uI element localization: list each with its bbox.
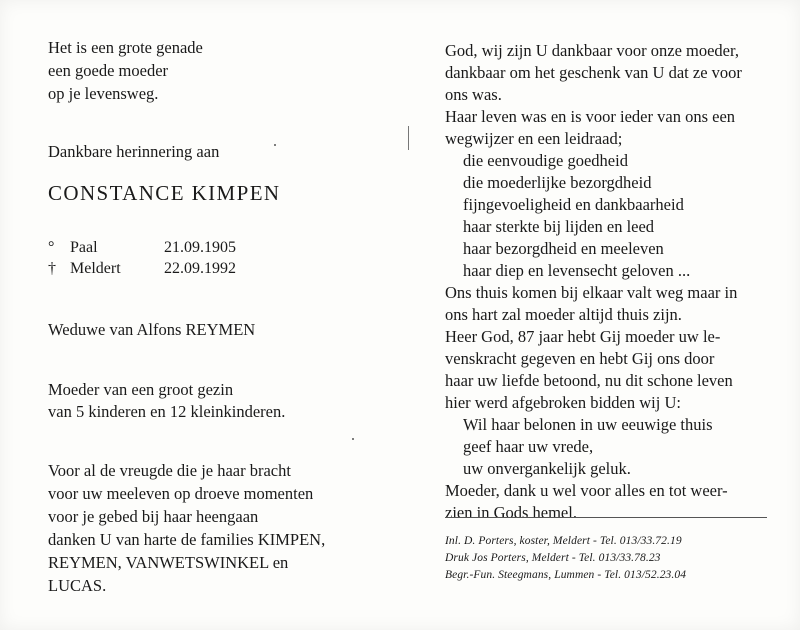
- virtue-line: die moederlijke bezorgdheid: [463, 173, 652, 192]
- petition-line: geef haar uw vrede,: [463, 437, 594, 456]
- petition-line: uw onvergankelijk geluk.: [463, 459, 631, 478]
- prayer-line: ons was.: [445, 85, 502, 104]
- birth-symbol: °: [48, 239, 55, 256]
- prayer-line: Heer God, 87 jaar hebt Gij moeder uw le-: [445, 327, 721, 346]
- print-speck: [274, 144, 276, 146]
- family-line: van 5 kinderen en 12 kleinkinderen.: [48, 402, 286, 421]
- prayer-line: ons hart zal moeder altijd thuis zijn.: [445, 305, 682, 324]
- thanks-line: LUCAS.: [48, 576, 107, 595]
- credit-line: Druk Jos Porters, Meldert - Tel. 013/33.78.23: [445, 552, 661, 564]
- thanks-line: REYMEN, VANWETSWINKEL en: [48, 553, 289, 572]
- thanks-line: voor je gebed bij haar heengaan: [48, 507, 259, 526]
- print-speck: [352, 438, 354, 440]
- thanks-line: voor uw meeleven op droeve momenten: [48, 484, 314, 503]
- death-place: Meldert: [70, 260, 121, 277]
- thanks-line: danken U van harte de families KIMPEN,: [48, 530, 326, 549]
- opening-verse-line: een goede moeder: [48, 61, 169, 80]
- virtue-line: haar diep en levensecht geloven ...: [463, 261, 691, 280]
- prayer-line: dankbaar om het geschenk van U dat ze voor: [445, 63, 742, 82]
- birth-date: 21.09.1905: [164, 239, 236, 256]
- prayer-line: Haar leven was en is voor ieder van ons een: [445, 107, 736, 126]
- virtue-line: fijngevoeligheid en dankbaarheid: [463, 195, 684, 214]
- petition-line: Wil haar belonen in uw eeuwige thuis: [463, 415, 713, 434]
- closing-line: Moeder, dank u wel voor alles en tot weer-: [445, 481, 728, 500]
- virtue-line: haar sterkte bij lijden en leed: [463, 217, 655, 236]
- virtue-line: haar bezorgdheid en meeleven: [463, 239, 664, 258]
- prayer-line: wegwijzer en een leidraad;: [445, 129, 623, 148]
- closing-line: zien in Gods hemel.: [445, 503, 577, 522]
- credits-divider: [445, 517, 767, 518]
- deceased-name: CONSTANCE KIMPEN: [48, 181, 281, 205]
- prayer-line: Ons thuis komen bij elkaar valt weg maar in: [445, 283, 738, 302]
- death-symbol: †: [48, 260, 56, 277]
- birth-place: Paal: [70, 239, 98, 256]
- prayer-line: God, wij zijn U dankbaar voor onze moeder,: [445, 41, 739, 60]
- death-date: 22.09.1992: [164, 260, 236, 277]
- print-mark: [408, 126, 409, 150]
- credit-line: Inl. D. Porters, koster, Meldert - Tel. 013/33.72.19: [445, 535, 682, 547]
- remembrance-heading: Dankbare herinnering aan: [48, 142, 220, 161]
- thanks-line: Voor al de vreugde die je haar bracht: [48, 461, 291, 480]
- prayer-line: venskracht gegeven en hebt Gij ons door: [445, 349, 715, 368]
- virtue-line: die eenvoudige goedheid: [463, 151, 628, 170]
- opening-verse-line: Het is een grote genade: [48, 38, 203, 57]
- credit-line: Begr.-Fun. Steegmans, Lummen - Tel. 013/52.23.04: [445, 569, 687, 581]
- prayer-line: hier werd afgebroken bidden wij U:: [445, 393, 681, 412]
- widow-line: Weduwe van Alfons REYMEN: [48, 320, 256, 339]
- family-line: Moeder van een groot gezin: [48, 380, 234, 399]
- prayer-line: haar uw liefde betoond, nu dit schone leven: [445, 371, 733, 390]
- opening-verse-line: op je levensweg.: [48, 84, 159, 103]
